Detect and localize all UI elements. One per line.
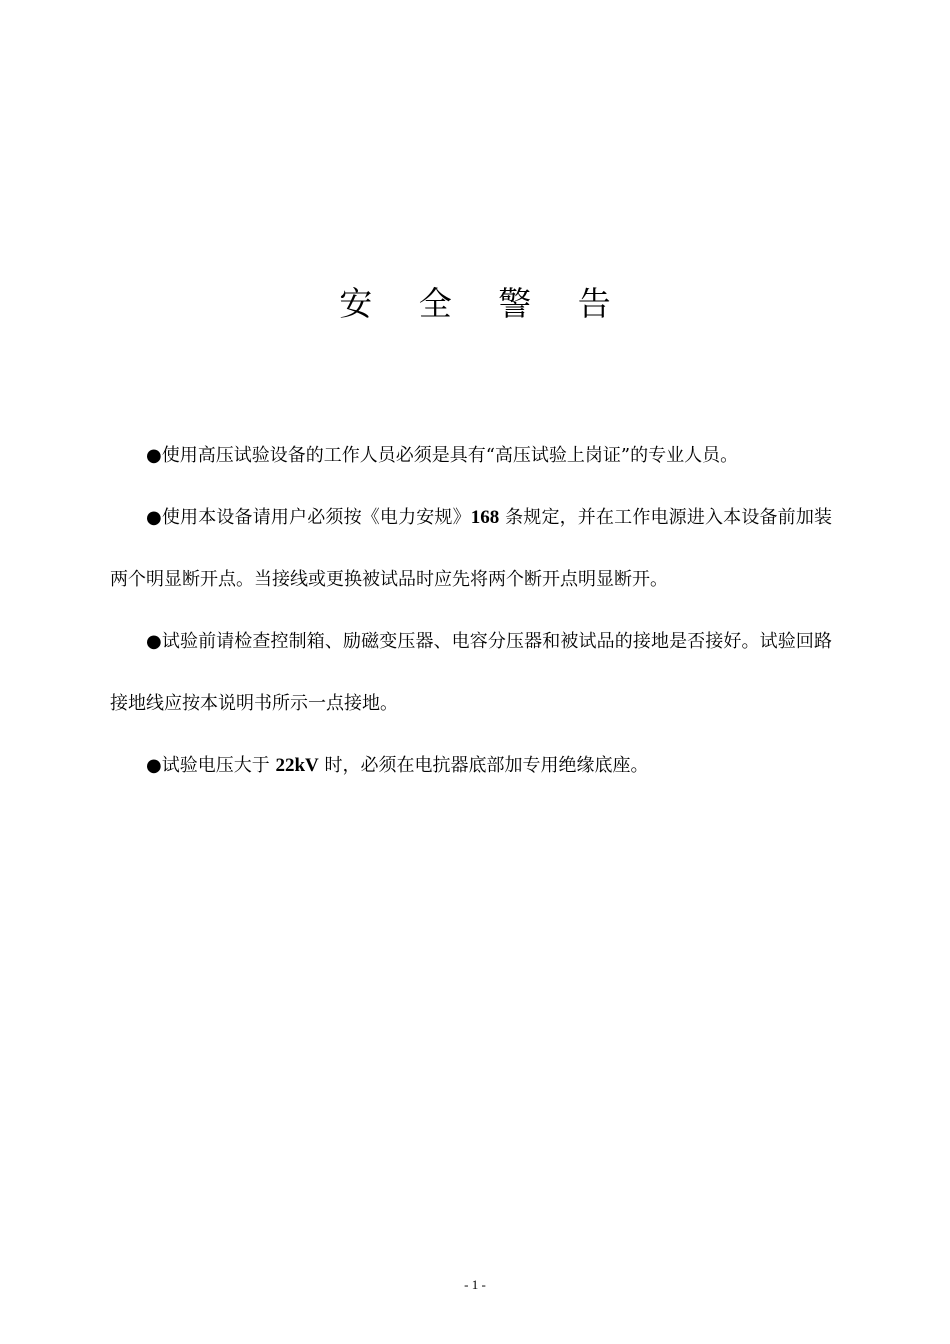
bullet-icon: ●: [146, 631, 162, 652]
regulation-number: 168: [470, 507, 500, 528]
voltage-value: 22kV: [275, 755, 319, 776]
warning-text: 使用本设备请用户必须按《电力安规》: [161, 507, 471, 528]
warning-text: 使用高压试验设备的工作人员必须是具有“高压试验上岗证”的专业人员。: [161, 445, 739, 466]
bullet-icon: ●: [146, 755, 162, 776]
warning-text-continued: 时，必须在电抗器底部加专用绝缘底座。: [318, 755, 649, 776]
warning-item-2: [110, 487, 832, 611]
warning-text: 试验前请检查控制箱、励磁变压器、电容分压器和被试品的接地是否接好。试验回路接地线应按本说明书所示一点接地。: [110, 631, 832, 714]
bullet-icon: ●: [146, 507, 162, 528]
warning-item-4: [110, 735, 832, 797]
warning-item-3: [110, 611, 832, 735]
warning-text-continued: 条规定，并在工作电源进入本设备前加装两个明显断开点。当接线或更换被试品时应先将两个断开点明显断开。: [110, 507, 832, 590]
warning-text: 试验电压大于: [161, 755, 276, 776]
bullet-icon: ●: [146, 445, 162, 466]
page-title: 安 全 警 告: [339, 284, 629, 323]
warning-item-1: [110, 425, 832, 487]
page-number: - 1 -: [464, 1277, 486, 1292]
